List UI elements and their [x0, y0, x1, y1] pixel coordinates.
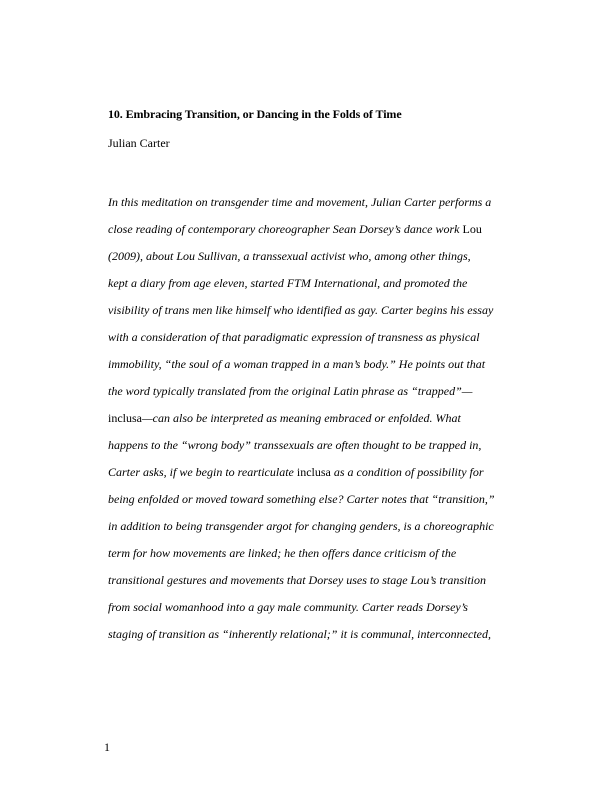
abstract-line — [108, 405, 508, 432]
abstract-paragraph — [108, 189, 508, 648]
abstract-line — [108, 432, 508, 459]
abstract-line — [108, 459, 508, 486]
abstract-text: with a consideration of that paradigmatic expression of transness as physical — [108, 330, 480, 344]
abstract-text: —can also be interpreted as meaning embraced or enfolded. What — [142, 411, 461, 425]
abstract-roman-text: inclusa — [108, 411, 142, 425]
abstract-text: from social womanhood into a gay male community. Carter reads Dorsey’s — [108, 600, 468, 614]
abstract-line — [108, 567, 508, 594]
abstract-text: in addition to being transgender argot for changing genders, is a choreographic — [108, 519, 494, 533]
abstract-line — [108, 216, 508, 243]
abstract-text: staging of transition as “inherently relational;” it is communal, interconnected, — [108, 627, 491, 641]
abstract-roman-text: inclusa — [296, 465, 331, 479]
abstract-text: immobility, “the soul of a woman trapped in a man’s body.” He points out that — [108, 357, 486, 371]
abstract-line — [108, 270, 508, 297]
abstract-text: In this meditation on transgender time and movement, Julian Carter performs a — [108, 195, 492, 209]
abstract-text: term for how movements are linked; he then offers dance criticism of the — [108, 546, 457, 560]
abstract-text: close reading of contemporary choreographer Sean Dorsey’s dance work — [108, 222, 463, 236]
abstract-line — [108, 243, 508, 270]
abstract-text: being enfolded or moved toward something else? Carter notes that “transition,” — [108, 492, 495, 506]
abstract-line — [108, 378, 508, 405]
abstract-line — [108, 486, 508, 513]
abstract-text: happens to the “wrong body” transsexuals are often thought to be trapped in, — [108, 438, 482, 452]
abstract-text: the word typically translated from the original Latin phrase as “trapped”— — [108, 384, 473, 398]
abstract-text: visibility of trans men like himself who identified as gay. Carter begins his essay — [108, 303, 494, 317]
abstract-text: transitional gestures and movements that Dorsey uses to stage Lou’s transition — [108, 573, 486, 587]
abstract-text: kept a diary from age eleven, started FTM International, and promoted the — [108, 276, 468, 290]
author-name: Julian Carter — [108, 136, 170, 150]
abstract-line — [108, 324, 508, 351]
abstract-text: Carter asks, if we begin to rearticulate — [108, 465, 297, 479]
abstract-line — [108, 189, 508, 216]
abstract-line — [108, 351, 508, 378]
abstract-text: (2009), about Lou Sullivan, a transsexual activist who, among other things, — [108, 249, 471, 263]
page-number: 1 — [104, 740, 110, 754]
abstract-line — [108, 594, 508, 621]
abstract-line — [108, 540, 508, 567]
abstract-line — [108, 297, 508, 324]
chapter-title: 10. Embracing Transition, or Dancing in the Folds of Time — [108, 107, 402, 121]
abstract-roman-text: Lou — [462, 222, 482, 236]
abstract-line — [108, 621, 508, 648]
abstract-text: as a condition of possibility for — [330, 465, 484, 479]
abstract-line — [108, 513, 508, 540]
